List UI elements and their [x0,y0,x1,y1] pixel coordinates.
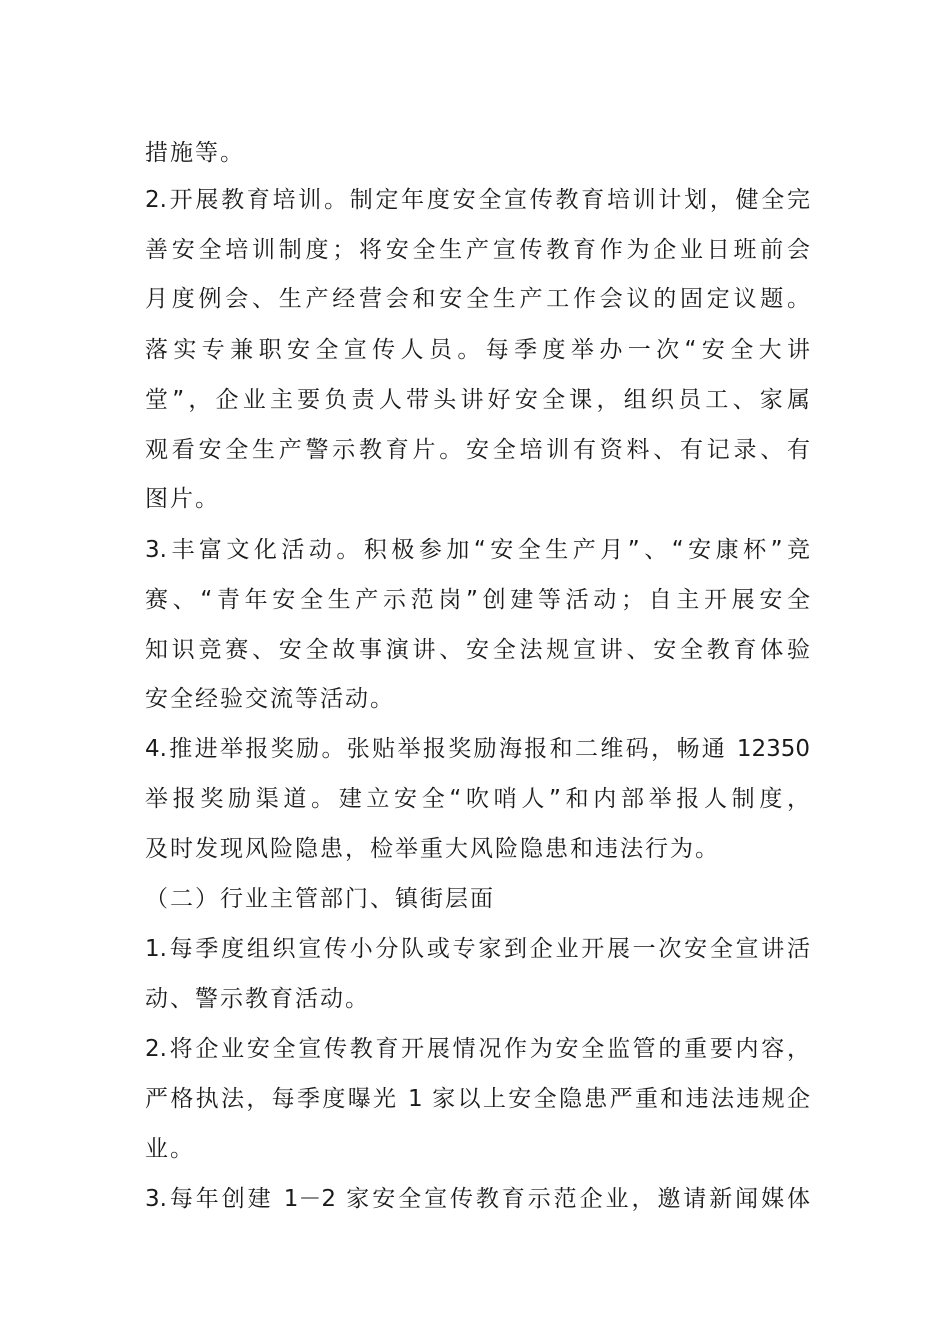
text-line: 严格执法，每季度曝光 1 家以上安全隐患严重和违法违规企 [145,1086,810,1112]
text-line: 措施等。 [145,140,245,166]
text-line: 堂”，企业主要负责人带头讲好安全课，组织员工、家属 [145,387,810,413]
text-line: 落实专兼职安全宣传人员。每季度举办一次“安全大讲 [145,337,810,363]
text-line: 举报奖励渠道。建立安全“吹哨人”和内部举报人制度， [145,786,810,812]
text-line: 赛、“青年安全生产示范岗”创建等活动；自主开展安全 [145,587,810,613]
text-line: 及时发现风险隐患，检举重大风险隐患和违法行为。 [145,836,720,862]
text-line: 4.推进举报奖励。张贴举报奖励海报和二维码，畅通 12350 [145,736,810,762]
text-line: 3.丰富文化活动。积极参加“安全生产月”、“安康杯”竞 [145,537,810,563]
text-line: 业。 [145,1136,195,1162]
text-line: 观看安全生产警示教育片。安全培训有资料、有记录、有 [145,437,810,463]
text-line: 月度例会、生产经营会和安全生产工作会议的固定议题。 [145,286,810,312]
text-line: 知识竞赛、安全故事演讲、安全法规宣讲、安全教育体验 [145,637,810,663]
text-line: 动、警示教育活动。 [145,986,370,1012]
text-line: 1.每季度组织宣传小分队或专家到企业开展一次安全宣讲活 [145,936,810,962]
section-heading: （二）行业主管部门、镇街层面 [145,886,495,912]
text-line: 安全经验交流等活动。 [145,686,395,712]
text-line: 2.将企业安全宣传教育开展情况作为安全监管的重要内容， [145,1036,810,1062]
text-line: 图片。 [145,486,220,512]
text-line: 2.开展教育培训。制定年度安全宣传教育培训计划，健全完 [145,187,810,213]
text-line: 3.每年创建 1－2 家安全宣传教育示范企业，邀请新闻媒体 [145,1186,810,1212]
text-line: 善安全培训制度；将安全生产宣传教育作为企业日班前会 [145,237,810,263]
